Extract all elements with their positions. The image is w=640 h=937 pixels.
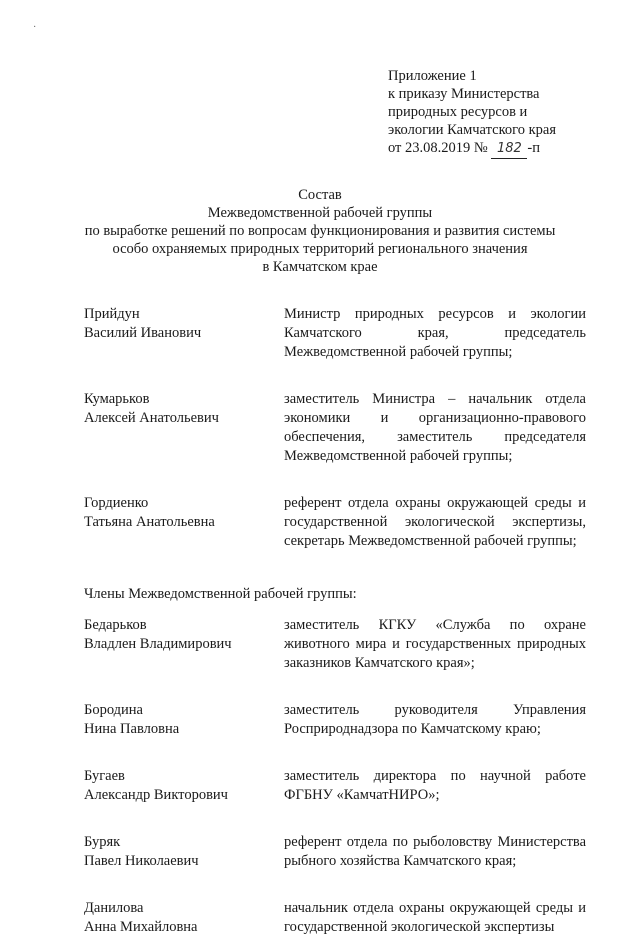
roster-entry [84, 701, 604, 739]
surname: Бедарьков [84, 617, 147, 633]
person-role: Министр природных ресурсов и экологии Камчатского края, председатель Межведомственной рабочей группы; [284, 306, 586, 360]
title-line: особо охраняемых природных территорий регионального значения [112, 241, 528, 257]
person-name [84, 305, 284, 343]
order-suffix: -п [527, 140, 540, 156]
title-line: в Камчатском крае [262, 259, 378, 275]
appendix-line: экологии Камчатского края [388, 122, 556, 138]
title-line: по выработке решений по вопросам функционирования и развития системы [84, 223, 556, 239]
order-number: 182 [491, 140, 527, 159]
surname: Прийдун [84, 306, 140, 322]
person-role: заместитель КГКУ «Служба по охране животного мира и государственных природных заказников Камчатского края»; [284, 617, 586, 671]
person-name [84, 767, 284, 805]
roster-entry [84, 767, 604, 805]
roster-entry [84, 390, 604, 466]
given-name: Нина Павловна [84, 721, 180, 737]
appendix-line: природных ресурсов и [388, 104, 528, 120]
roster-entry [84, 494, 604, 551]
given-name: Владлен Владимирович [84, 636, 232, 652]
person-name [84, 701, 284, 739]
person-role: референт отдела по рыболовству Министерства рыбного хозяйства Камчатского края; [284, 834, 586, 869]
given-name: Павел Николаевич [84, 853, 199, 869]
person-role: заместитель Министра – начальник отдела экономики и организационно-правового обеспечения, заместитель председателя Межведомственной рабочей группы; [284, 391, 586, 464]
given-name: Алексей Анатольевич [84, 410, 219, 426]
person-name [84, 833, 284, 871]
surname: Буряк [84, 834, 121, 850]
title-line: Межведомственной рабочей группы [207, 205, 433, 221]
appendix-line: Приложение 1 [388, 68, 477, 84]
members-heading: Члены Межведомственной рабочей группы: [84, 586, 357, 602]
person-role: заместитель директора по научной работе ФГБНУ «КамчатНИРО»; [284, 768, 586, 803]
appendix-line: к приказу Министерства [388, 86, 540, 102]
roster [84, 305, 604, 937]
roster-entry [84, 305, 604, 362]
appendix-order-line [388, 139, 608, 159]
given-name: Анна Михайловна [84, 919, 198, 935]
roster-entry [84, 833, 604, 871]
order-date: от 23.08.2019 № [388, 140, 488, 156]
person-role: референт отдела охраны окружающей среды и государственной экологической экспертизы, секретарь Межведомственной рабочей группы; [284, 495, 586, 549]
surname: Гордиенко [84, 495, 149, 511]
person-name [84, 616, 284, 654]
surname: Кумарьков [84, 391, 150, 407]
person-role: заместитель руководителя Управления Росприроднадзора по Камчатскому краю; [284, 702, 586, 737]
roster-entry [84, 616, 604, 673]
surname: Бородина [84, 702, 143, 718]
title-line: Состав [298, 187, 342, 203]
person-role: начальник отдела охраны окружающей среды и государственной экологической экспертизы [284, 900, 586, 935]
person-name [84, 494, 284, 532]
surname: Бугаев [84, 768, 125, 784]
person-name [84, 390, 284, 428]
appendix-block [388, 67, 608, 159]
members-list [84, 616, 604, 937]
document-title [70, 186, 570, 276]
given-name: Татьяна Анатольевна [84, 514, 215, 530]
leadership-list [84, 305, 604, 551]
scan-mark: · [33, 22, 37, 33]
surname: Данилова [84, 900, 144, 916]
given-name: Василий Иванович [84, 325, 202, 341]
given-name: Александр Викторович [84, 787, 228, 803]
